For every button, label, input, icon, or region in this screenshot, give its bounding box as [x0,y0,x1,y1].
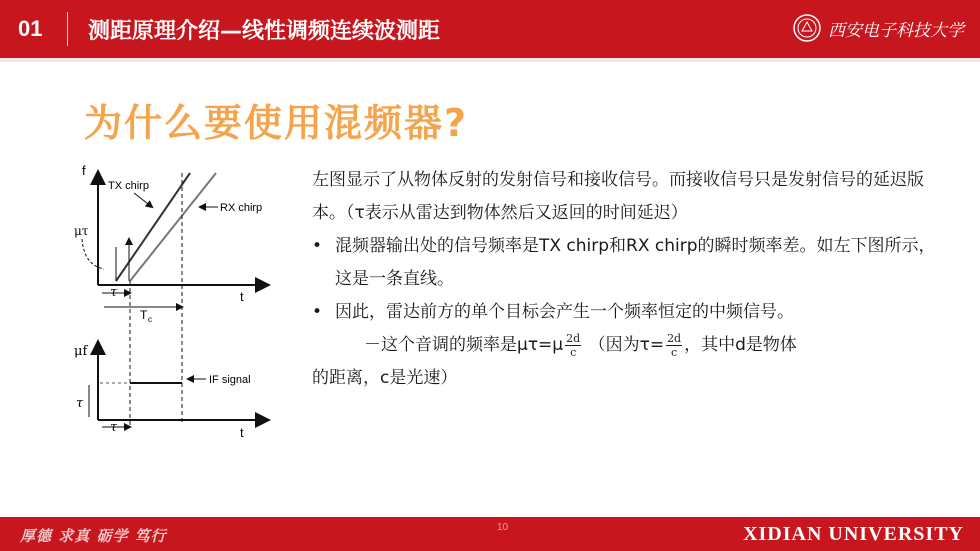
fraction-2d-over-c: $\frac{2d}{c}$ [566,331,581,359]
tau-label-bottom: τ [110,420,118,435]
tx-pointer [134,193,152,207]
mu-tau-curve [82,239,104,269]
tc-label: T [140,308,148,322]
sub-mid: （因为τ= [588,335,665,355]
tau-label-left: τ [76,396,84,411]
seal-icon [792,13,822,43]
chirp-figure [72,155,282,445]
section-divider [67,12,68,46]
logo-text: 西安电子科技大学 [828,21,964,41]
mu-tau-label: μτ [74,224,89,238]
section-number: 01 [18,16,43,41]
sub-point-frequency [312,329,942,362]
footer-bar [0,517,980,551]
top-t-label: t [240,289,244,304]
sub-point-continuation: 的距离，c是光速） [312,368,458,388]
sub-suffix: ，其中d是物体 [684,335,797,355]
tau-label-top: τ [110,285,118,300]
rx-chirp-label: RX chirp [220,202,263,214]
bullet-if-signal [312,296,942,329]
bullet-marker: • [312,302,323,322]
bullet-marker: • [312,236,323,256]
tx-chirp-label: TX chirp [108,180,149,192]
fraction-2d-over-c: $\frac{2d}{c}$ [667,331,682,359]
bullet-text: 混频器输出处的信号频率是TX chirp和RX chirp的瞬时频率差。如左下图所示，这是一条直线。 [335,236,936,289]
header-underline [0,58,980,62]
if-signal-label: IF signal [209,374,251,386]
bottom-t-label: t [240,425,244,440]
university-name: XIDIAN UNIVERSITY [743,523,964,545]
header-bar [0,0,980,58]
bullet-text: 因此，雷达前方的单个目标会产生一个频率恒定的中频信号。 [335,302,794,322]
university-logo [792,8,962,48]
f-axis-label: f [82,163,86,178]
tc-subscript: c [148,315,152,324]
slide-headline: 为什么要使用混频器? [84,101,469,145]
paragraph-intro: 左图显示了从物体反射的发射信号和接收信号。而接收信号只是发射信号的延迟版本。（τ表示从雷达到物体然后又返回的时间延迟） [312,170,924,223]
page-number: 10 [497,522,509,533]
body-text [312,164,942,395]
sub-prefix: －这个音调的频率是μτ=μ [364,335,564,355]
footer-motto: 厚德 求真 砺学 笃行 [20,527,167,545]
bullet-mixer-output [312,230,942,296]
mu-f-axis-label: μf [74,344,88,359]
section-title: 测距原理介绍—线性调频连续波测距 [88,19,441,44]
